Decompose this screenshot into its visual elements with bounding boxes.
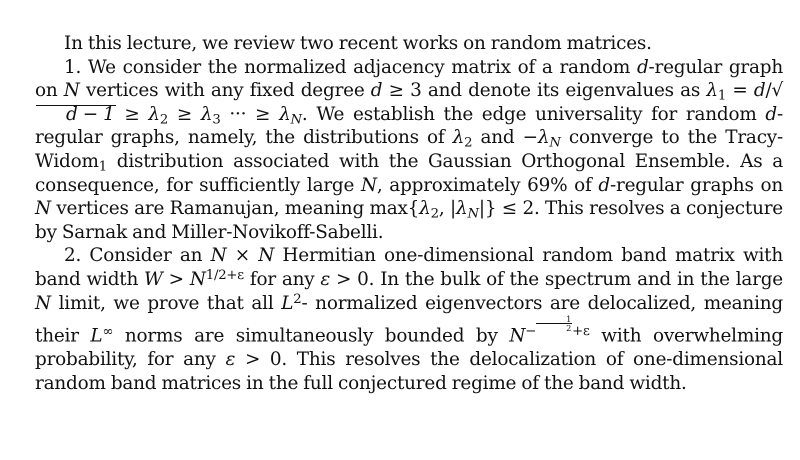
p2-text: Hermitian one-dimensional random band matrix with band width: [35, 245, 783, 290]
math-exponent-frac: [525, 314, 590, 340]
math-lambda-1: [706, 80, 727, 104]
math-lambda-2: [452, 127, 473, 152]
math-gt-zero: > 0: [330, 268, 369, 290]
intro-paragraph: [35, 32, 783, 56]
math-gt: >: [162, 268, 190, 290]
math-epsilon: ε: [225, 348, 236, 370]
math-sub: 3: [212, 112, 221, 128]
p1-text: -regular graphs on: [609, 174, 783, 196]
p2-text: with overwhelming probability, for any: [35, 325, 784, 370]
p1-text: converge to the Tracy-Widom: [35, 127, 783, 172]
math-minus: −: [522, 127, 538, 149]
math-sub: 2: [430, 206, 439, 222]
math-sub: 1: [717, 88, 727, 104]
math-minus: −: [525, 324, 537, 340]
math-N: N: [63, 80, 80, 102]
p1-text: vertices are Ramanujan, meaning max{: [50, 198, 420, 220]
math-lambda-N: [537, 127, 561, 152]
math-N: N: [509, 325, 526, 347]
math-sub: N: [467, 206, 479, 222]
p2-text: norms are simultaneously bounded by: [113, 325, 510, 347]
math-d: d: [636, 56, 649, 78]
p1-text: 1. We consider the normalized adjacency matrix of a random: [64, 56, 637, 78]
math-slash: /: [765, 80, 772, 102]
math-sub: 2: [464, 136, 473, 152]
tracy-widom-sub: 1: [98, 159, 107, 175]
frac-numerator: 1: [536, 315, 572, 324]
p2-text: limit, we prove that all: [50, 292, 282, 314]
math-abs-close: |: [478, 198, 485, 220]
math-lambda: λ: [537, 127, 550, 149]
math-lambda: λ: [148, 103, 160, 125]
p1-text: vertices with any fixed degree: [79, 80, 371, 102]
math-N: N: [35, 292, 51, 314]
math-lambda: λ: [452, 127, 465, 149]
math-sup: ∞: [102, 324, 114, 340]
frac-denominator: 2: [566, 323, 572, 334]
math-W: W: [144, 268, 163, 290]
p1-text: and denote its eigenvalues as: [421, 80, 707, 102]
math-lambda: λ: [200, 103, 213, 125]
p2-text: - normalized eigenvectors are delocalized, meaning their: [35, 292, 783, 347]
p1-text: , approximately 69% of: [376, 174, 599, 196]
math-geq: ≥: [115, 103, 149, 125]
sqrt-sign: √: [771, 80, 783, 102]
abstract: [35, 32, 783, 395]
math-lambda-N: [455, 198, 479, 222]
p1-text: . We establish the edge universality for random: [301, 103, 766, 125]
math-N: N: [210, 245, 227, 267]
math-times: ×: [226, 245, 259, 267]
p1-text: distribution associated with the Gaussian Orthogonal Ensemble. As a consequence, for sufficiently large: [35, 150, 783, 196]
math-N: N: [258, 245, 275, 267]
p2-text: 2. Consider an: [64, 245, 211, 267]
math-sub: N: [549, 136, 561, 152]
intro-text: In this lecture, we review two recent works on random matrices.: [64, 33, 652, 54]
math-N: N: [360, 174, 377, 196]
math-geq: ≥: [168, 103, 201, 125]
item-2-paragraph: [35, 244, 783, 395]
item-1-paragraph: [35, 56, 783, 245]
math-sub: N: [290, 112, 302, 128]
math-lambda-2: [419, 198, 439, 222]
math-L: L: [281, 292, 294, 314]
math-d: d: [765, 103, 777, 125]
math-dots-geq: ··· ≥: [220, 103, 280, 125]
math-geq-3: ≥ 3: [388, 80, 422, 102]
math-lambda: λ: [279, 103, 291, 125]
math-N: N: [189, 268, 206, 290]
math-sub: 2: [159, 112, 169, 128]
math-lambda-3: [200, 103, 221, 128]
math-d: d: [370, 80, 383, 102]
math-epsilon: ε: [320, 268, 331, 290]
math-d-minus-1: d − 1: [36, 105, 116, 124]
p1-text: and: [472, 127, 523, 149]
math-plus-eps: +ε: [572, 324, 590, 340]
math-exponent: 1/2+ε: [205, 267, 244, 283]
math-lambda: λ: [455, 198, 468, 220]
p1-text: } ≤ 2. This resolves a conjecture by Sarnak and Miller-Novikoff-Sabelli.: [35, 198, 783, 243]
math-equals: =: [726, 80, 754, 102]
math-gt-zero: > 0: [235, 348, 282, 370]
math-lambda-N: [279, 103, 302, 128]
math-abs-open: , |: [438, 198, 456, 220]
p1-text: -regular graphs, namely, the distributions of: [35, 103, 783, 149]
math-L: L: [90, 325, 103, 347]
math-sup: 2: [293, 291, 302, 307]
math-N: N: [35, 198, 51, 220]
math-lambda-2: [148, 103, 169, 128]
math-d: d: [598, 174, 610, 196]
p2-text: . In the bulk of the spectrum and in the large: [368, 268, 783, 290]
p2-text: . This resolves the delocalization of one-dimensional random band matrices in the full conjectured regime of the band width.: [35, 348, 783, 394]
math-lambda: λ: [419, 198, 431, 220]
p1-text: -regular graph on: [35, 56, 783, 102]
math-lambda: λ: [706, 80, 718, 102]
math-fraction: [536, 315, 572, 332]
p2-text: for any: [243, 268, 321, 290]
math-d: d: [753, 80, 766, 102]
